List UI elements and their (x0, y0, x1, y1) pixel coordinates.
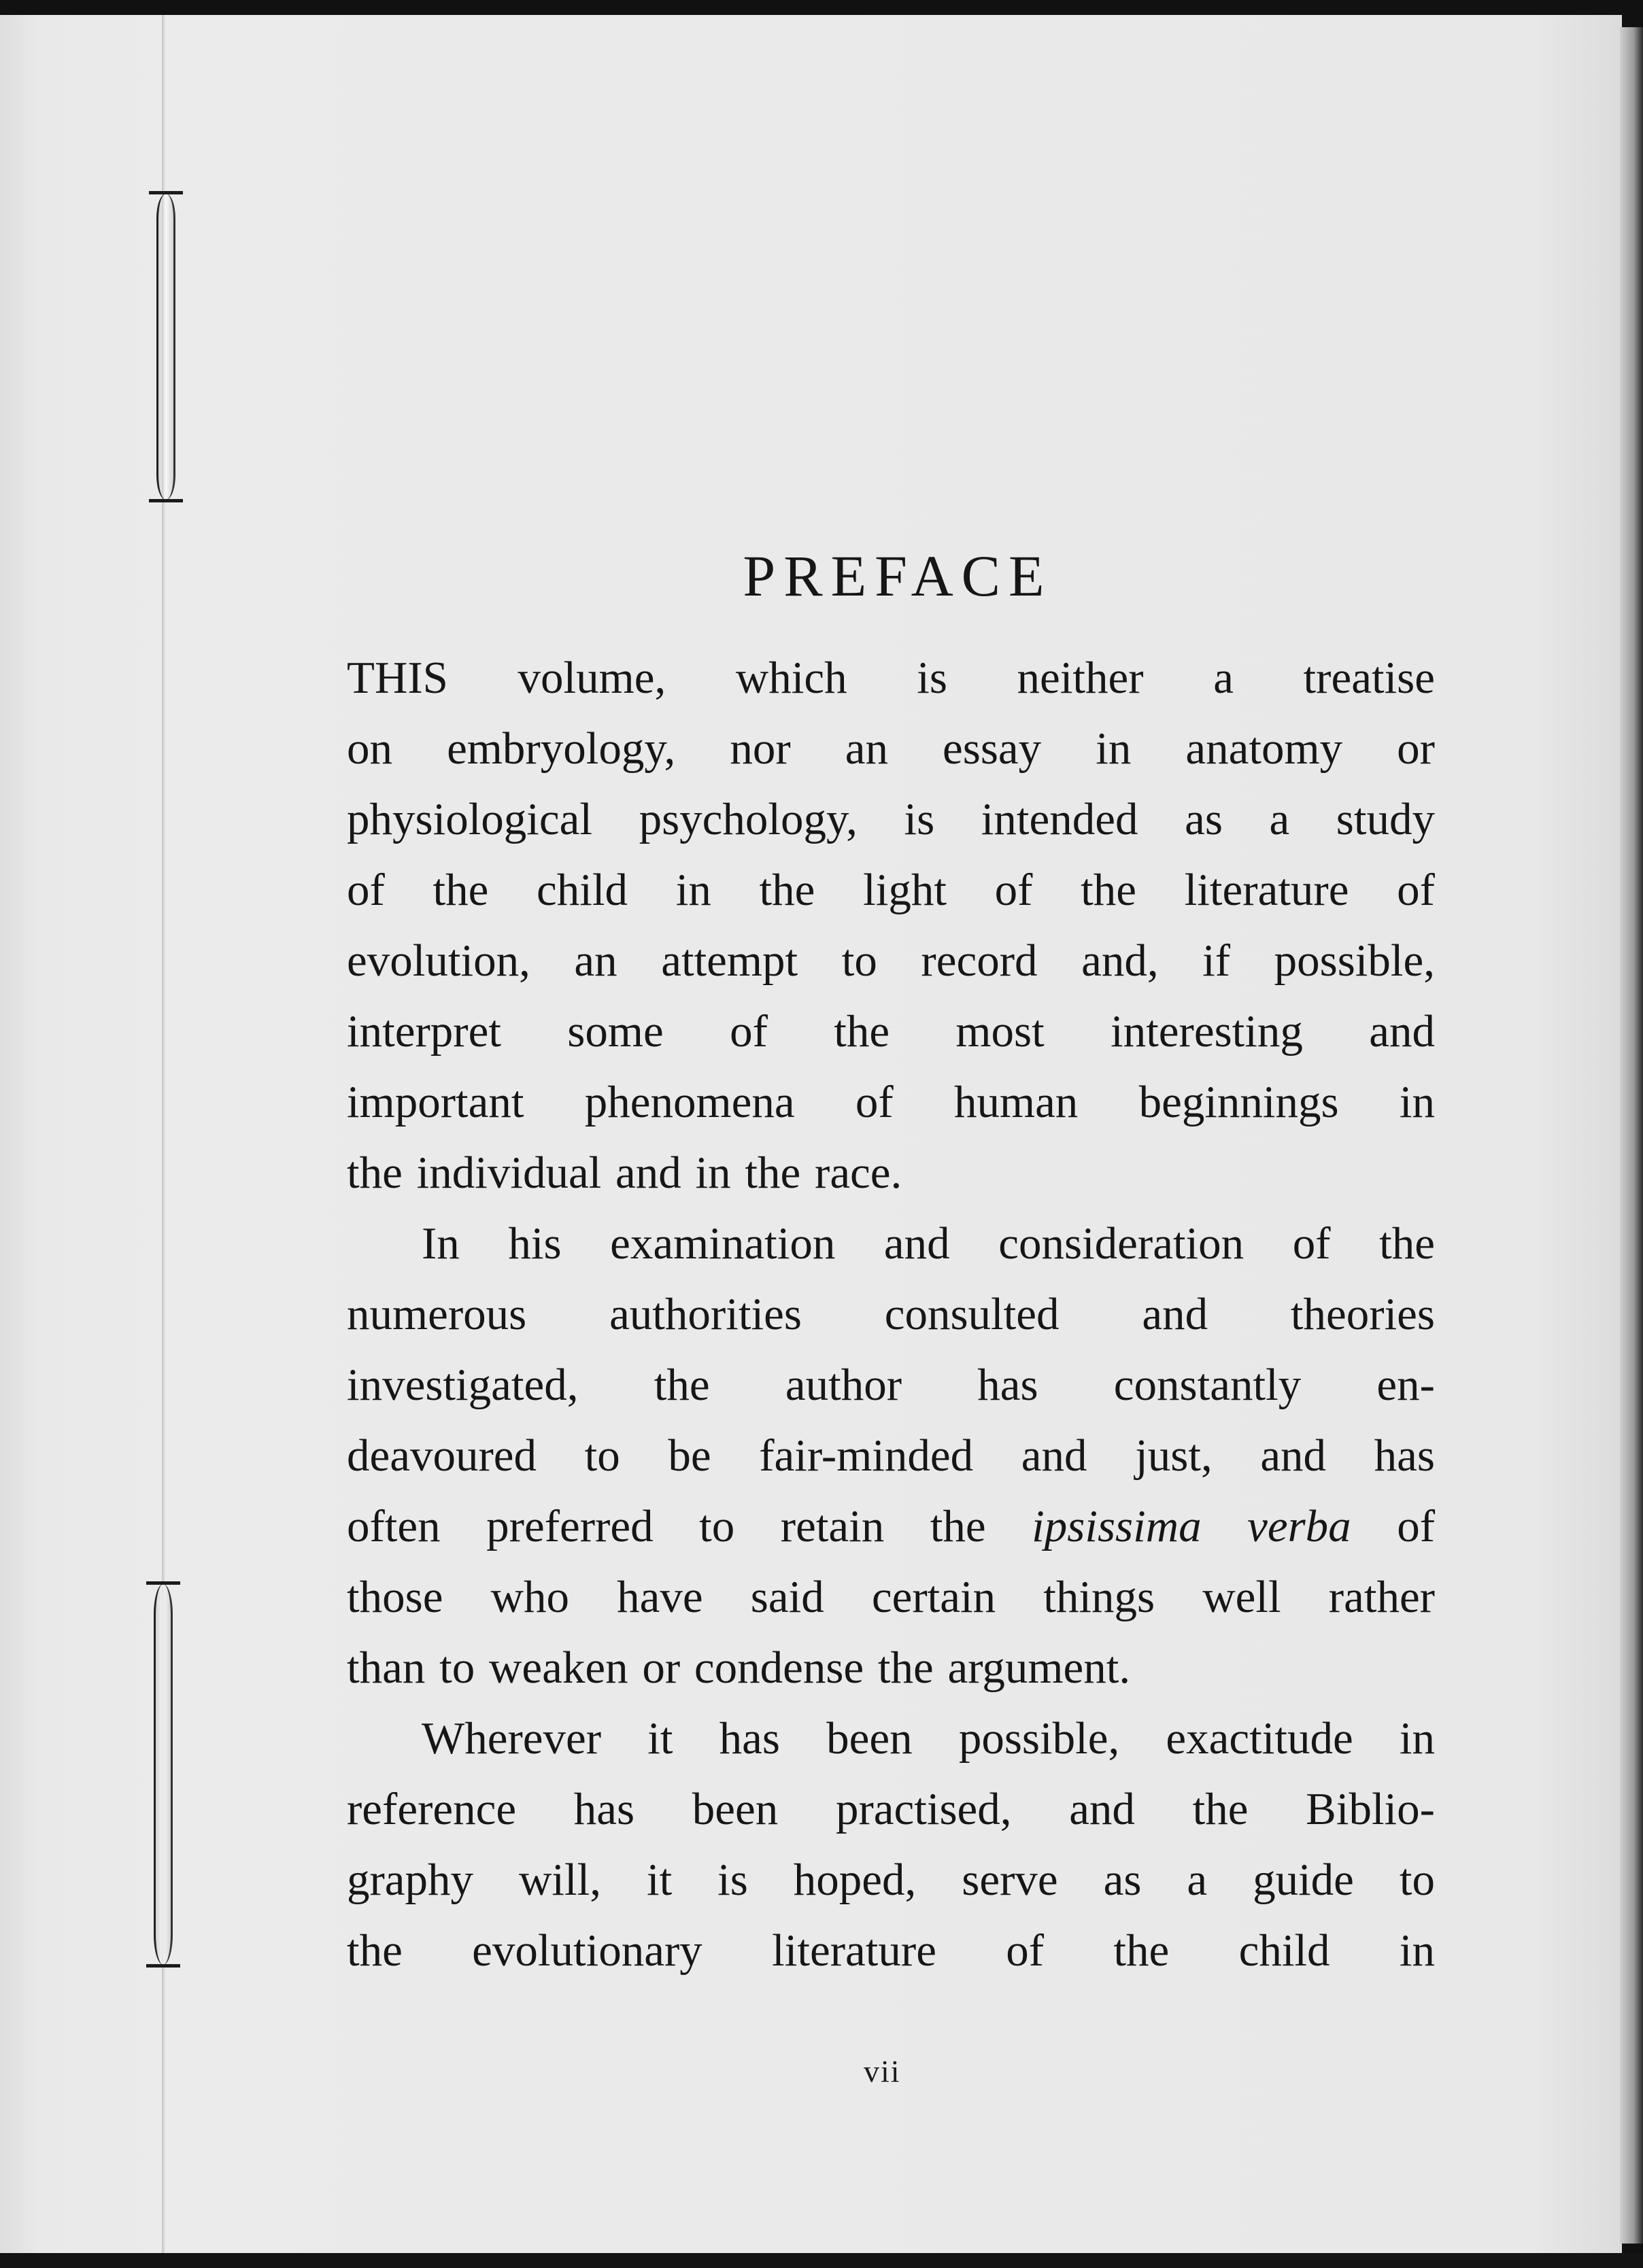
text-line: investigated, the author has constantly en- (347, 1359, 1435, 1410)
small-caps-opening (347, 653, 448, 703)
text-line: evolution, an attempt to record and, if possible, (347, 935, 1435, 986)
text-line: on embryology, nor an essay in anatomy or (347, 723, 1435, 774)
text-line: than to weaken or condense the argument. (347, 1642, 1131, 1693)
binding-stitch-icon (156, 194, 175, 500)
text-line (347, 1491, 1435, 1562)
text-line: important phenomena of human beginnings in (347, 1076, 1435, 1127)
text-line: of the child in the light of the literature of (347, 864, 1435, 915)
text-line: In his examination and consideration of the (422, 1218, 1435, 1269)
text-line: those who have said certain things well rather (347, 1571, 1435, 1622)
text-line: THIS volume, which is neither a treatise (347, 652, 1435, 703)
binding-stitch-icon (154, 1584, 173, 1965)
text-run: of (1397, 1500, 1436, 1551)
preface-text-block (347, 544, 1435, 1986)
drop-letter: T (347, 652, 375, 703)
text-run: often preferred to retain the (347, 1500, 986, 1551)
scan-border-bottom (0, 2253, 1643, 2268)
page-title: PREFACE (743, 543, 1053, 608)
paragraph-3 (347, 1703, 1435, 1986)
text-line: the evolutionary literature of the child in (347, 1925, 1435, 1976)
text-line: numerous authorities consulted and theories (347, 1288, 1435, 1339)
text-line: deavoured to be fair-minded and just, and has (347, 1430, 1435, 1481)
italic-phrase: ipsissima verba (1032, 1500, 1351, 1551)
small-caps-rest: HIS (374, 652, 448, 703)
text-line: Wherever it has been possible, exactitude in (422, 1713, 1435, 1764)
text-line: graphy will, it is hoped, serve as a guide to (347, 1854, 1435, 1905)
text-line: the individual and in the race. (347, 1147, 902, 1198)
text-line: interpret some of the most interesting and (347, 1006, 1435, 1056)
page-number: vii (864, 2054, 901, 2089)
text-line: physiological psychology, is intended as a study (347, 793, 1435, 844)
paragraph-1 (347, 642, 1435, 1208)
paragraph-2 (347, 1208, 1435, 1703)
page-edge-shadow (1620, 27, 1643, 2244)
text-line: reference has been practised, and the Biblio- (347, 1783, 1435, 1834)
